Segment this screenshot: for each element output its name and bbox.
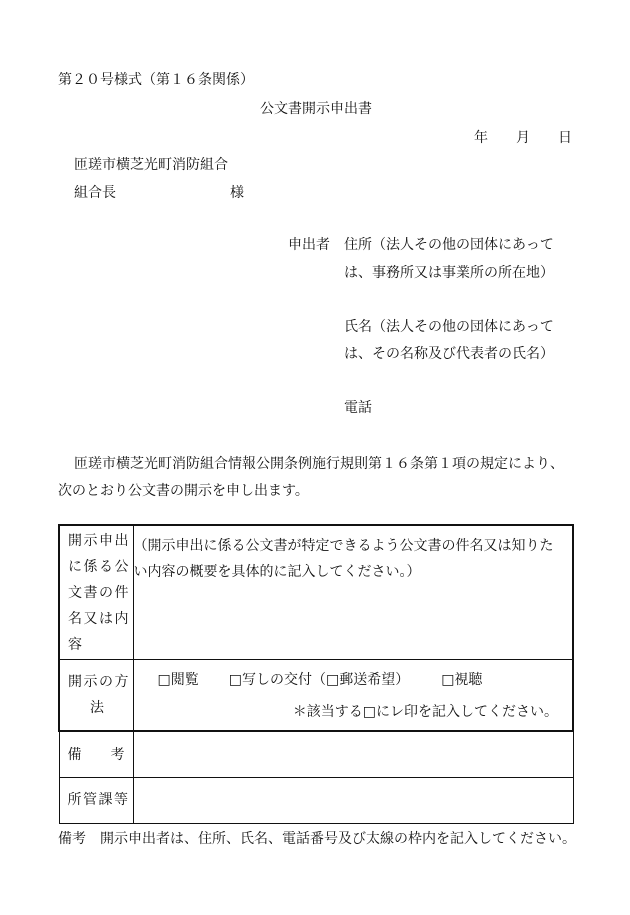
applicant-name-line2: は、その名称及び代表者の氏名）	[344, 346, 554, 362]
subject-label-line: 文書の件	[68, 585, 130, 602]
applicant-name-line1: 氏名（法人その他の団体にあって	[344, 319, 554, 335]
subject-label-line: 容	[68, 637, 84, 654]
option-copy[interactable]: □写しの交付（□郵送希望）	[228, 671, 410, 688]
footer-note: 備考 開示申出者は、住所、氏名、電話番号及び太線の枠内を記入してください。	[58, 831, 576, 847]
subject-label-line: 名又は内	[68, 611, 130, 628]
department-cell[interactable]	[133, 777, 573, 823]
applicant-address-line2: は、事務所又は事業所の所在地）	[344, 265, 554, 281]
page-title: 公文書開示申出書	[260, 101, 372, 117]
remarks-label-char: 備	[67, 747, 82, 764]
addressee-honorific: 様	[230, 185, 244, 201]
department-label: 所管課等	[67, 792, 130, 808]
method-note: ＊該当する□にレ印を記入してください。	[292, 703, 558, 720]
applicant-label: 申出者	[288, 237, 330, 253]
subject-row	[59, 525, 573, 659]
request-table	[58, 524, 574, 824]
date-day: 日	[558, 130, 572, 146]
subject-note-line2: い内容の概要を具体的に記入してください。）	[133, 564, 421, 580]
remarks-label-cell	[59, 731, 133, 777]
addressee-position: 組合長	[74, 185, 116, 201]
subject-note-line1: （開示申出に係る公文書が特定できるよう公文書の件名又は知りた	[133, 538, 554, 554]
method-options	[134, 669, 573, 689]
department-row	[59, 777, 573, 823]
remarks-cell[interactable]	[133, 731, 573, 777]
method-label-cell	[59, 659, 133, 731]
body-line1: 匝瑳市横芝光町消防組合情報公開条例施行規則第１６条第１項の規定により、	[74, 456, 564, 472]
date-year: 年	[474, 130, 488, 146]
remarks-row	[59, 731, 573, 777]
applicant-phone: 電話	[344, 400, 372, 416]
method-row	[59, 659, 573, 731]
department-label-cell	[59, 777, 133, 823]
form-number: 第２０号様式（第１６条関係）	[58, 72, 254, 88]
method-options-cell	[133, 659, 573, 731]
subject-label-line: に係る公	[68, 559, 130, 576]
addressee-organization: 匝瑳市横芝光町消防組合	[74, 157, 228, 173]
method-label-line: 開示の方	[68, 673, 130, 690]
subject-input-cell[interactable]	[133, 525, 573, 659]
method-label-line: 法	[90, 699, 106, 716]
option-listen[interactable]: □視聴	[441, 671, 483, 688]
body-line2: 次のとおり公文書の開示を申し出ます。	[58, 483, 309, 499]
subject-label-cell	[59, 525, 133, 659]
subject-label-line: 開示申出	[68, 533, 130, 550]
applicant-address-line1: 住所（法人その他の団体にあって	[344, 237, 554, 253]
date-month: 月	[516, 130, 530, 146]
remarks-label-char: 考	[110, 747, 125, 764]
option-view[interactable]: □閲覧	[157, 671, 199, 688]
